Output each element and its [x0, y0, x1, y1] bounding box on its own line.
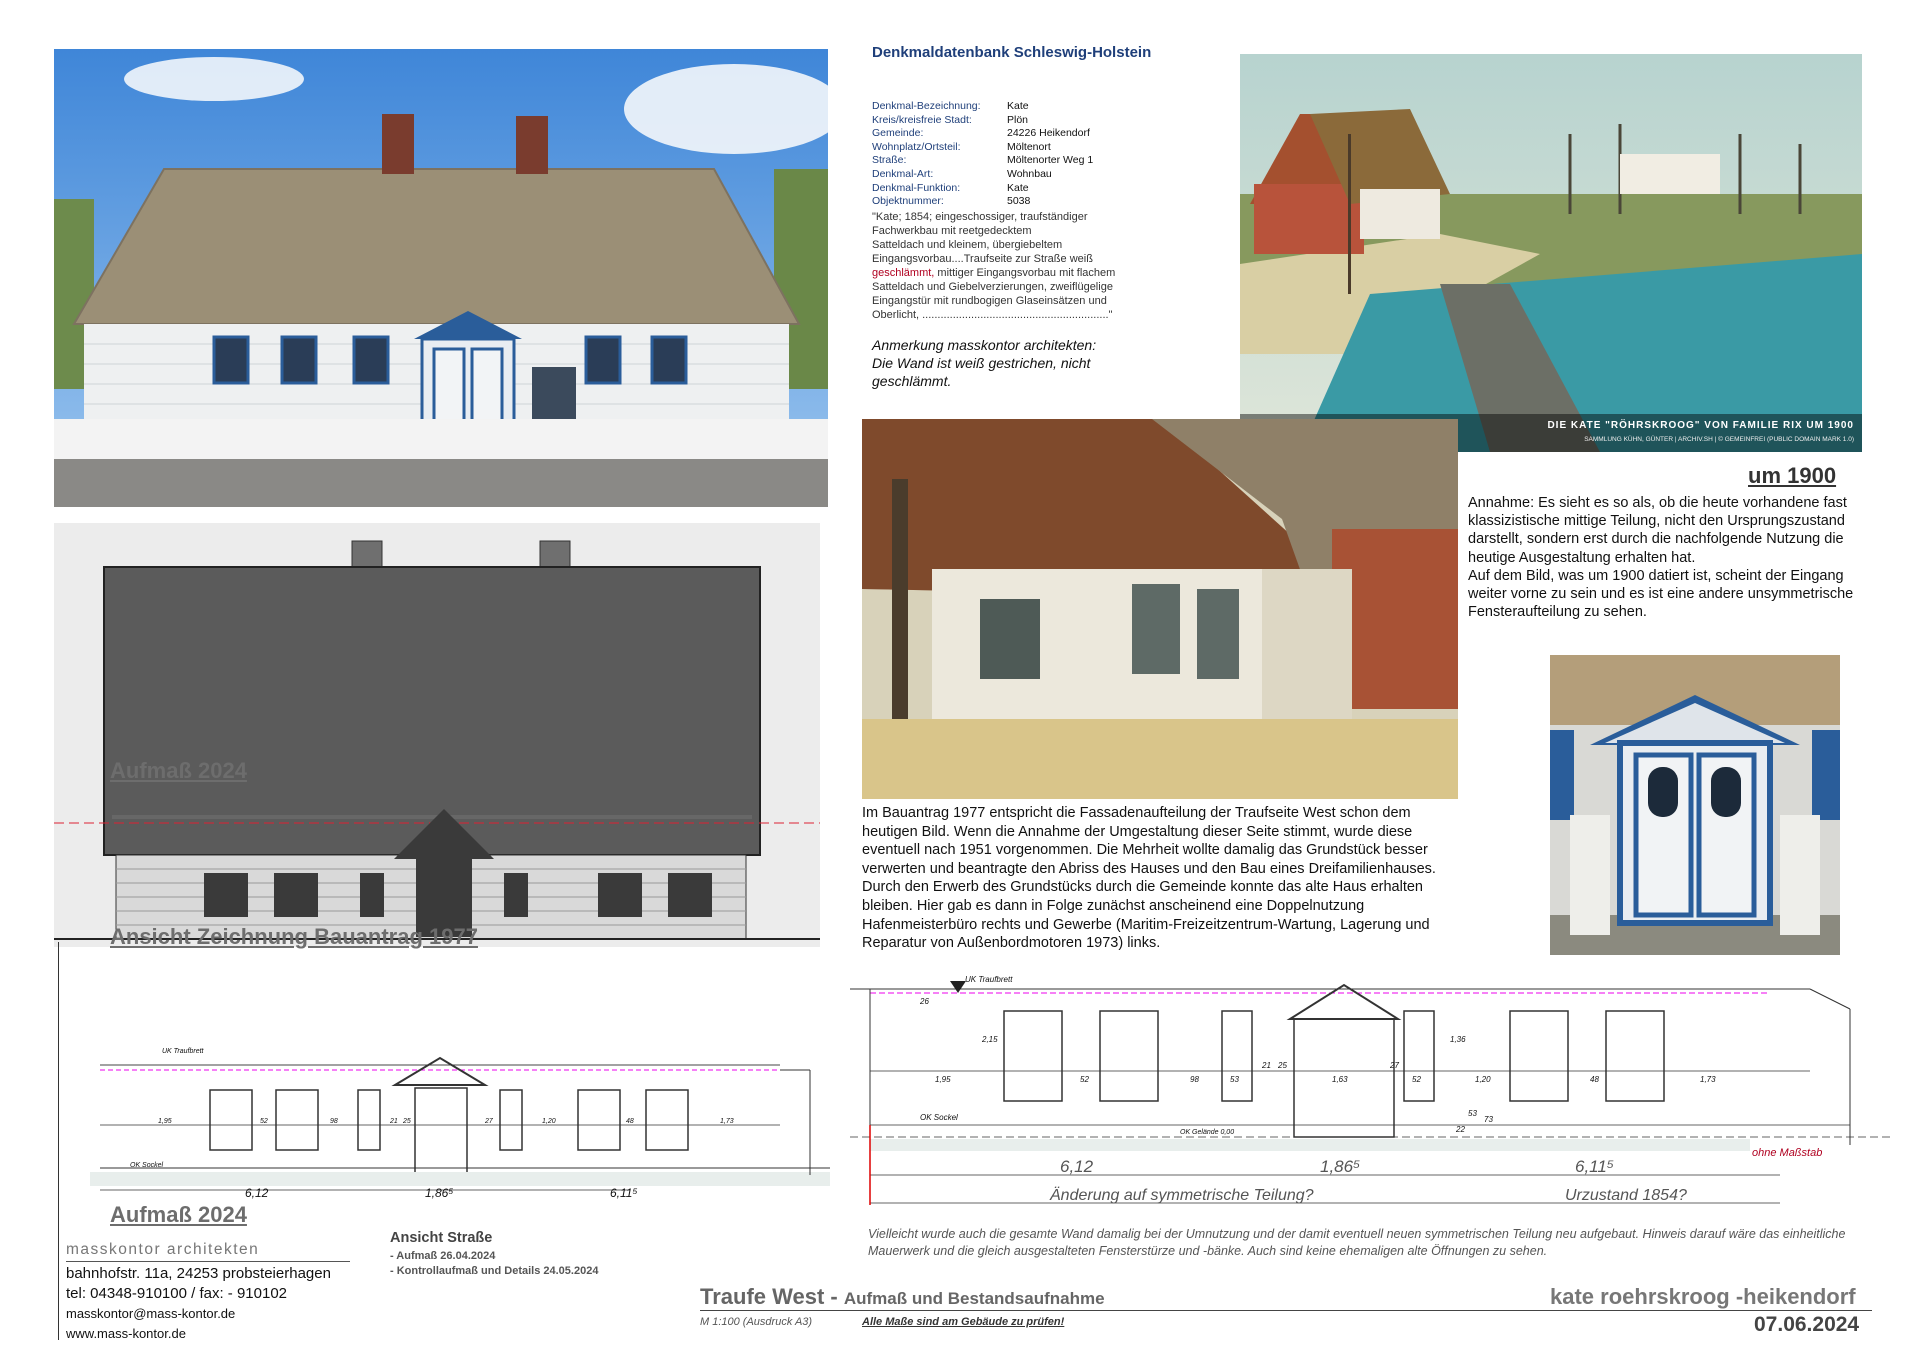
database-key: Denkmal-Art: — [872, 167, 934, 180]
office-phone: tel: 04348-910100 / fax: - 910102 — [66, 1285, 288, 1302]
remark-line: Anmerkung masskontor architekten: — [872, 337, 1097, 353]
small-dim-1: 1,95 — [158, 1118, 172, 1125]
large-dim-v-2: 2,15 — [982, 1035, 998, 1044]
database-value: Plön — [1007, 113, 1029, 126]
database-row — [872, 182, 1093, 196]
office-address: bahnhofstr. 11a, 24253 probsteierhagen — [66, 1265, 331, 1282]
quote-line: Oberlicht, ............................................................." — [872, 309, 1113, 321]
office-email[interactable]: masskontor@mass-kontor.de — [66, 1306, 236, 1321]
database-key: Wohnplatz/Ortsteil: — [872, 140, 961, 153]
original-note: Urzustand 1854? — [1565, 1187, 1687, 1204]
um1900-paragraph-2: Auf dem Bild, was um 1900 datiert ist, scheint der Eingang weiter vorne zu sein und es ist eine andere unsymmetrische Fensteraufteilung zu sehen. — [1468, 567, 1854, 621]
large-dim-top-6: 25 — [1278, 1061, 1287, 1070]
office-divider — [66, 1261, 350, 1262]
database-title: Denkmaldatenbank Schleswig-Holstein — [872, 44, 1152, 61]
database-row — [872, 114, 1093, 128]
vielleicht-text: Vielleicht wurde auch die gesamte Wand damalig bei der Umnutzung und der damit eventuell neuen symmetrischen Teilung neu aufgebaut. Hinweis darauf wäre das einheitliche Mauerwerk und die gleich ausgestalteten Fensterstürze und -bänke. Auch sind keine ehemaligen alte Öffnungen zu sehen. — [868, 1227, 1846, 1258]
small-ok-sockel: OK Sockel — [130, 1162, 164, 1169]
large-dim-top-10: 1,20 — [1475, 1075, 1491, 1084]
large-dim-v-3: 1,36 — [1450, 1035, 1466, 1044]
large-dim-top-2: 52 — [1080, 1075, 1089, 1084]
database-value: 5038 — [1007, 195, 1031, 208]
large-dim-bottom-1: 6,12 — [1060, 1157, 1094, 1176]
database-key: Denkmal-Funktion: — [872, 181, 961, 194]
database-key: Denkmal-Bezeichnung: — [872, 100, 981, 112]
photo-postcard-1900 — [1240, 54, 1862, 452]
large-dim-top-1: 1,95 — [935, 1075, 951, 1084]
small-dim-6: 27 — [485, 1118, 493, 1125]
database-value: 24226 Heikendorf — [1007, 127, 1090, 140]
database-value: Möltenorter Weg 1 — [1007, 154, 1094, 167]
sheet-title-main: Traufe West - — [700, 1284, 844, 1309]
photo-entrance-detail — [1550, 655, 1840, 955]
scale-note: M 1:100 (Ausdruck A3) — [700, 1316, 813, 1328]
database-row — [872, 141, 1093, 155]
quote-line: Fachwerkbau mit reetgedecktem — [872, 225, 1032, 237]
large-dim-bottom-2: 1,86⁵ — [1320, 1157, 1361, 1176]
database-quote — [872, 210, 1172, 322]
aufmass-overlay-label: Aufmaß 2024 — [110, 758, 247, 783]
small-dim-8: 48 — [626, 1118, 634, 1125]
quote-red-word: geschlämmt, — [872, 267, 935, 279]
sheet-title — [700, 1284, 1105, 1310]
large-dim-v-4: 53 — [1468, 1109, 1477, 1118]
database-row — [872, 154, 1093, 168]
large-dim-top-11: 48 — [1590, 1075, 1599, 1084]
bauantrag-label: Ansicht Zeichnung Bauantrag 1977 — [110, 924, 478, 949]
margin-rule — [58, 942, 59, 1340]
small-dim-bottom-2: 1,86⁵ — [425, 1186, 454, 1200]
small-uk-traufbrett: UK Traufbrett — [162, 1048, 204, 1055]
sheet-title-sub: Aufmaß und Bestandsaufnahme — [843, 1289, 1105, 1308]
postcard-credit: SAMMLUNG KÜHN, GÜNTER | ARCHIV.SH | © GEMEINFREI (PUBLIC DOMAIN MARK 1.0) — [1584, 436, 1854, 443]
quote-line: Eingangstür mit rundbogigen Glaseinsätzen und — [872, 295, 1107, 307]
quote-after-red: mittiger Eingangsvorbau mit flachem — [934, 267, 1116, 279]
large-dim-top-3: 98 — [1190, 1075, 1199, 1084]
small-dim-3: 98 — [330, 1118, 338, 1125]
office-name: masskontor architekten — [66, 1241, 260, 1258]
database-value: Möltenort — [1007, 140, 1051, 153]
um1900-heading: um 1900 — [1748, 463, 1837, 488]
check-note: Alle Maße sind am Gebäude zu prüfen! — [862, 1316, 1065, 1328]
small-dim-2: 52 — [260, 1118, 268, 1125]
large-dim-top-9: 52 — [1412, 1075, 1421, 1084]
remark-line: Die Wand ist weiß gestrichen, nicht — [872, 355, 1091, 371]
large-dim-top-12: 1,73 — [1700, 1075, 1716, 1084]
database-key: Straße: — [872, 154, 907, 167]
database-key: Gemeinde: — [872, 127, 924, 140]
large-dim-v-5: 73 — [1484, 1115, 1493, 1124]
quote-line — [872, 266, 1172, 280]
large-dim-bottom-3: 6,11⁵ — [1575, 1157, 1614, 1176]
photo-house-today — [54, 49, 828, 507]
small-dim-bottom-3: 6,11⁵ — [610, 1186, 638, 1200]
ansicht-line-2: - Kontrollaufmaß und Details 24.05.2024 — [390, 1265, 599, 1277]
large-ok-gelaende: OK Gelände 0,00 — [1180, 1129, 1235, 1136]
database-value: Kate — [1007, 100, 1029, 112]
bauantrag-text: Im Bauantrag 1977 entspricht die Fassadenaufteilung der Traufseite West schon dem heutigen Bild. Wenn die Annahme der Umgestaltung dieser Seite stimmt, wurde diese eventuell nach 1951 vorgenommen. Die Mehrheit wollte damalig das Grundstück besser verwerten und beantragte den Abriss des Hauses und den Bau eines Dreifamilienhauses. Durch den Erwerb des Grundstücks durch die Gemeinde konnte das alte Haus erhalten bleiben. Hier gab es dann in Folge zunächst anscheinend eine Doppelnutzung Hafenmeisterbüro rechts und Gewerbe (Maritim-Freizeitzentrum-Wartung, Lagerung und Reparatur von Außenbordmotoren 1973) links. — [862, 805, 1436, 952]
office-web[interactable]: www.mass-kontor.de — [66, 1326, 186, 1341]
postcard-caption: DIE KATE "RÖHRSKROOG" VON FAMILIE RIX UM 1900 — [1547, 420, 1854, 431]
small-dim-bottom-1: 6,12 — [245, 1186, 269, 1200]
quote-line: Satteldach und kleinem, übergiebeltem — [872, 239, 1063, 251]
drawing-aufmass-large — [850, 975, 1890, 1205]
database-row — [872, 100, 1093, 114]
large-dim-v-6: 22 — [1456, 1125, 1465, 1134]
sheet-date: 07.06.2024 — [1754, 1313, 1860, 1336]
quote-line: "Kate; 1854; eingeschossiger, traufständiger — [872, 211, 1088, 223]
small-dim-4: 21 — [390, 1118, 398, 1125]
database-key: Kreis/kreisfreie Stadt: — [872, 113, 972, 126]
large-uk-traufbrett: UK Traufbrett — [965, 975, 1013, 984]
small-dim-9: 1,73 — [720, 1118, 734, 1125]
small-dim-5: 25 — [403, 1118, 411, 1125]
database-row — [872, 127, 1093, 141]
large-ohne-massstab: ohne Maßstab — [1752, 1147, 1823, 1159]
database-row — [872, 168, 1093, 182]
remark-line: geschlämmt. — [872, 373, 952, 389]
large-dim-top-4: 53 — [1230, 1075, 1239, 1084]
ansicht-line-1: - Aufmaß 26.04.2024 — [390, 1250, 496, 1262]
change-note: Änderung auf symmetrische Teilung? — [1050, 1187, 1314, 1204]
quote-line: Eingangsvorbau....Traufseite zur Straße weiß — [872, 253, 1093, 265]
database-key: Objektnummer: — [872, 195, 944, 208]
title-block-rule — [700, 1310, 1872, 1311]
photo-postcard-detail — [862, 419, 1458, 799]
database-table — [872, 100, 1093, 209]
um1900-text — [1468, 494, 1868, 621]
large-dim-top-8: 27 — [1390, 1061, 1399, 1070]
drawing-bauantrag-1977 — [54, 523, 820, 947]
small-dim-7: 1,20 — [542, 1118, 556, 1125]
um1900-paragraph-1: Annahme: Es sieht es so als, ob die heute vorhandene fast klassizistische mittige Teilung, nicht den Ursprungszustand darstellt, sondern erst durch die nachfolgende Nutzung die heutige Ausgestaltung erhalten hat. — [1468, 495, 1847, 566]
large-dim-top-7: 1,63 — [1332, 1075, 1348, 1084]
database-value: Kate — [1007, 181, 1029, 194]
database-value: Wohnbau — [1007, 167, 1052, 180]
drawing-aufmass-small — [90, 1040, 850, 1210]
database-row — [872, 195, 1093, 209]
quote-line: Satteldach und Giebelverzierungen, zweiflügelige — [872, 281, 1113, 293]
ansicht-title: Ansicht Straße — [390, 1230, 493, 1246]
architect-remark — [872, 336, 1172, 390]
aufmass-label: Aufmaß 2024 — [110, 1202, 247, 1227]
large-ok-sockel: OK Sockel — [920, 1113, 958, 1122]
project-name: kate roehrskroog -heikendorf — [1550, 1284, 1856, 1309]
large-dim-top-5: 21 — [1262, 1061, 1271, 1070]
large-dim-v-1: 26 — [920, 997, 929, 1006]
